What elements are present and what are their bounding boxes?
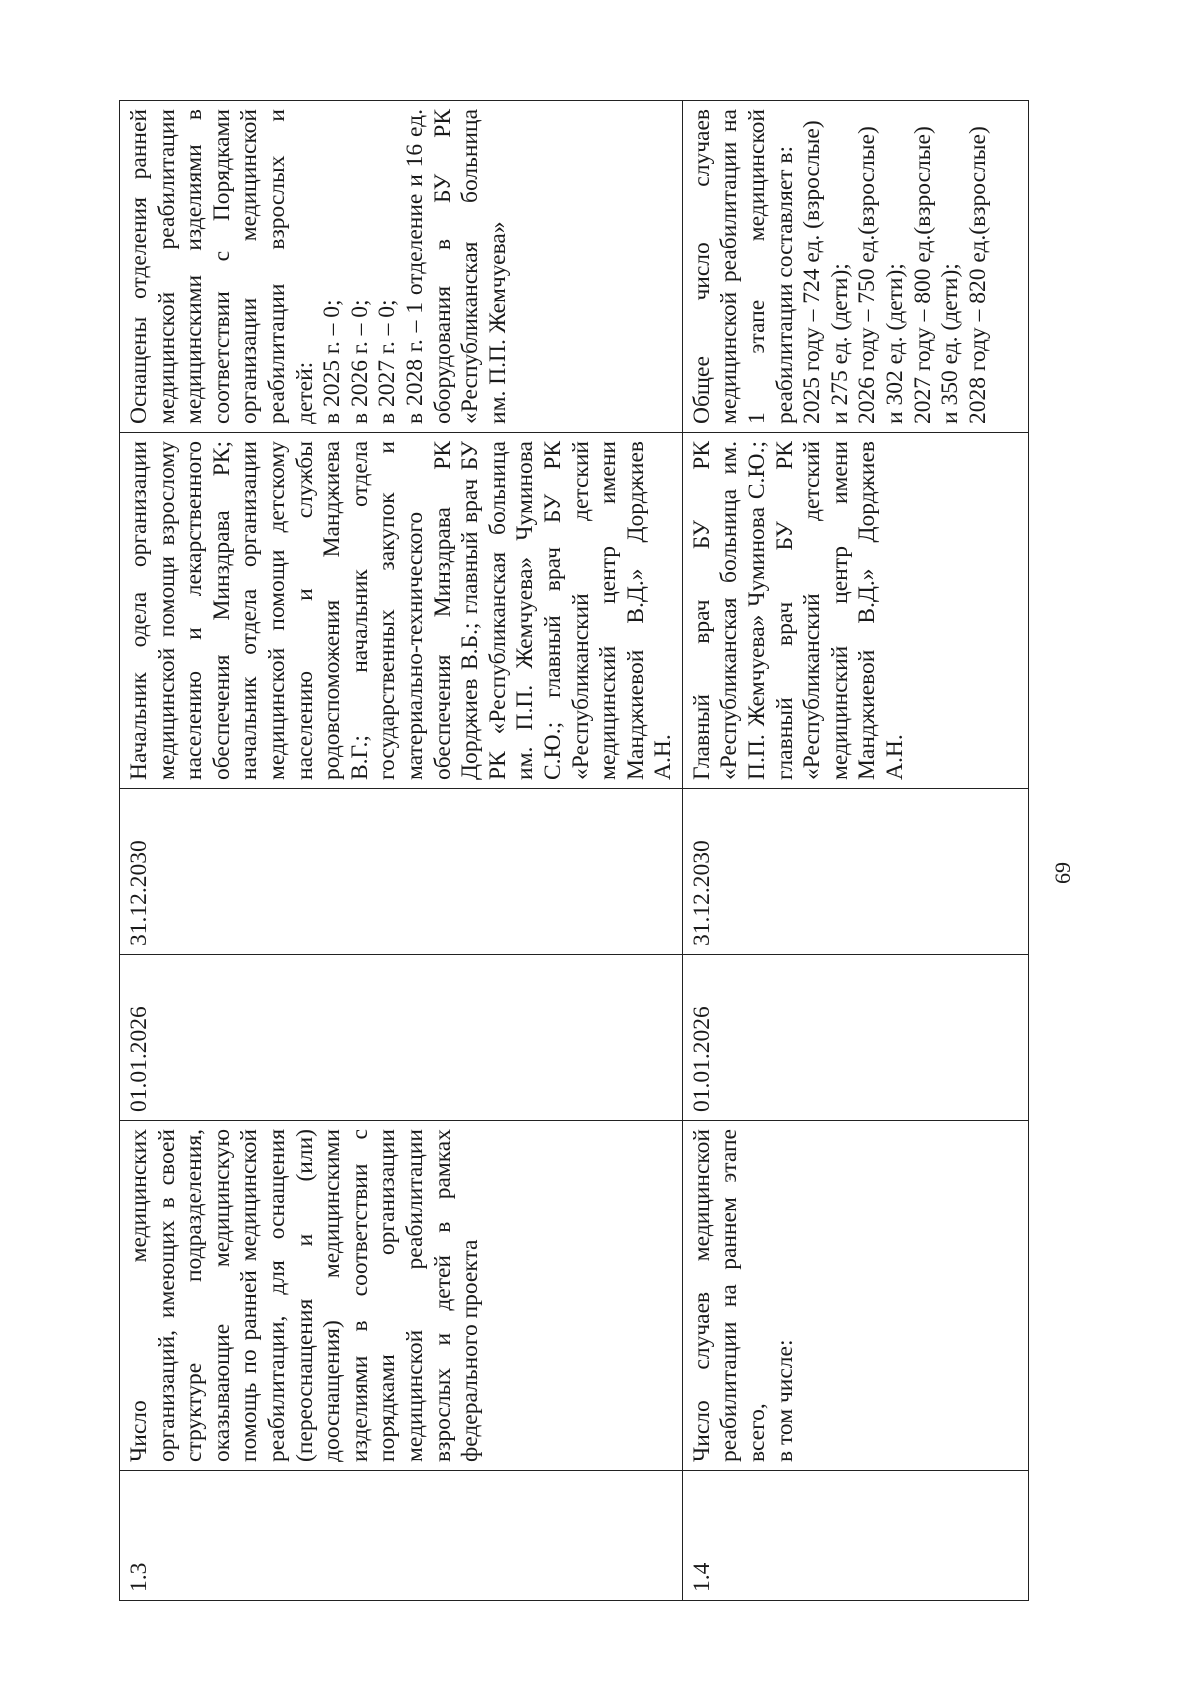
result-intro: Общее число случаев медицинской реабилитации на 1 этапе медицинской реабилитации составляет в: xyxy=(688,109,798,424)
result-cell xyxy=(682,101,1028,433)
row-number: 1.3 xyxy=(120,1471,683,1601)
result-item: в 2028 г. – 1 отделение и 16 ед. оборудования в БУ РК «Республиканская больница им. П.П. Жемчуева» xyxy=(401,109,511,424)
rotated-table-page xyxy=(119,101,1005,1601)
result-item: 2027 году – 800 ед.(взрослые) xyxy=(909,126,936,424)
table-row xyxy=(682,101,1028,1601)
result-item: в 2027 г. – 0; xyxy=(374,299,401,424)
start-date-cell: 01.01.2026 xyxy=(120,955,683,1121)
page-number: 69 xyxy=(1050,862,1075,884)
indicator-extra: в том числе: xyxy=(771,1339,798,1462)
result-item: 2028 году – 820 ед.(взрослые) xyxy=(964,126,991,424)
indicator-text: Число случаев медицинской реабилитации на раннем этапе всего, xyxy=(688,1129,771,1462)
table-row xyxy=(120,101,683,1601)
result-item: в 2026 г. – 0; xyxy=(346,299,373,424)
measures-table xyxy=(119,100,1029,1601)
row-number: 1.4 xyxy=(682,1471,1028,1601)
end-date-cell: 31.12.2030 xyxy=(682,789,1028,955)
indicator-cell xyxy=(682,1121,1028,1471)
responsible-cell: Главный врач БУ РК «Республиканская больница им. П.П. Жемчуева» Чуминова С.Ю.; главный врач БУ РК «Республиканский детский медицинский центр имени Манджиевой В.Д.» Дорджиев А.Н. xyxy=(682,433,1028,789)
result-intro: Оснащены отделения ранней медицинской реабилитации медицинскими изделиями в соответствии с Порядками организации медицинской реабилитации взрослых и детей: xyxy=(126,109,318,424)
result-item: 2026 году – 750 ед.(взрослые) xyxy=(854,126,881,424)
result-cell xyxy=(120,101,683,433)
responsible-cell: Начальник одела организации медицинской помощи взрослому населению и лекарственного обеспечения Минздрава РК; начальник отдела организации медицинской помощи детскому населению и службы родовспоможения Манджиева В.Г.; начальник отдела государственных закупок и материально-технического обеспечения Минздрава РК Дорджиев В.Б.; главный врач БУ РК «Республиканская больница им. П.П. Жемчуева» Чуминова С.Ю.; главный врач БУ РК «Республиканский детский медицинский центр имени Манджиевой В.Д.» Дорджиев А.Н. xyxy=(120,433,683,789)
result-item: и 275 ед. (дети); xyxy=(826,263,853,424)
indicator-cell: Число медицинских организаций, имеющих в своей структуре подразделения, оказывающие медицинскую помощь по ранней медицинской реабилитации, для оснащения (переоснащения и (или) дооснащения) медицинскими изделиями в соответствии с порядками организации медицинской реабилитации взрослых и детей в рамках федерального проекта xyxy=(120,1121,683,1471)
end-date-cell: 31.12.2030 xyxy=(120,789,683,955)
result-item: и 350 ед. (дети); xyxy=(937,263,964,424)
result-item: 2025 году – 724 ед. (взрослые) xyxy=(799,120,826,424)
result-item: в 2025 г. – 0; xyxy=(319,299,346,424)
result-item: и 302 ед. (дети); xyxy=(882,263,909,424)
start-date-cell: 01.01.2026 xyxy=(682,955,1028,1121)
